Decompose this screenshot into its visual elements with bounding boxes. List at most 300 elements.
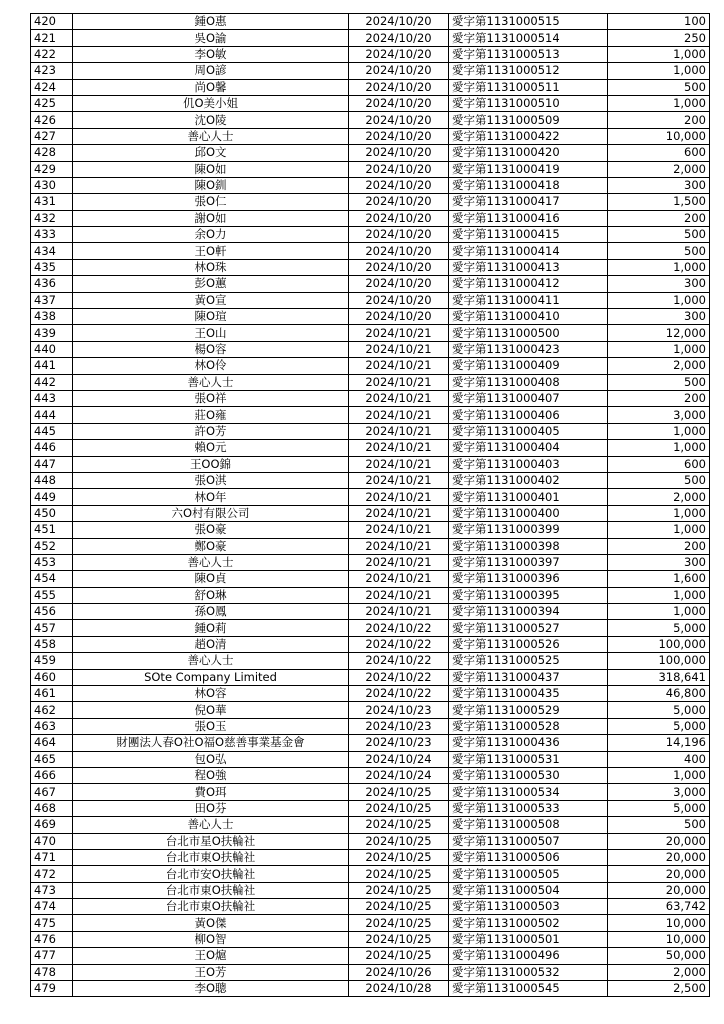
receipt-number-cell: 愛字第1131000435 (449, 686, 608, 702)
amount-cell: 600 (608, 456, 710, 472)
donor-name-cell: 吳O諭 (73, 30, 349, 46)
table-row (31, 882, 710, 898)
amount-cell: 1,000 (608, 505, 710, 521)
table-row (31, 964, 710, 980)
donation-date-cell: 2024/10/20 (349, 210, 449, 226)
donation-date-cell: 2024/10/22 (349, 620, 449, 636)
table-row (31, 309, 710, 325)
amount-cell: 1,000 (608, 604, 710, 620)
donation-date-cell: 2024/10/20 (349, 128, 449, 144)
amount-cell: 200 (608, 390, 710, 406)
receipt-number-cell: 愛字第1131000504 (449, 882, 608, 898)
receipt-number-cell: 愛字第1131000534 (449, 784, 608, 800)
receipt-number-cell: 愛字第1131000409 (449, 358, 608, 374)
donation-date-cell: 2024/10/20 (349, 79, 449, 95)
amount-cell: 500 (608, 79, 710, 95)
row-number-cell: 439 (31, 325, 73, 341)
row-number-cell: 458 (31, 636, 73, 652)
table-row (31, 931, 710, 947)
row-number-cell: 459 (31, 653, 73, 669)
amount-cell: 100 (608, 14, 710, 30)
amount-cell: 300 (608, 177, 710, 193)
amount-cell: 300 (608, 309, 710, 325)
receipt-number-cell: 愛字第1131000410 (449, 309, 608, 325)
amount-cell: 3,000 (608, 407, 710, 423)
table-row (31, 210, 710, 226)
amount-cell: 500 (608, 374, 710, 390)
donation-date-cell: 2024/10/20 (349, 177, 449, 193)
table-row (31, 751, 710, 767)
row-number-cell: 434 (31, 243, 73, 259)
amount-cell: 2,000 (608, 489, 710, 505)
row-number-cell: 420 (31, 14, 73, 30)
donation-date-cell: 2024/10/21 (349, 604, 449, 620)
donation-date-cell: 2024/10/20 (349, 227, 449, 243)
row-number-cell: 437 (31, 292, 73, 308)
receipt-number-cell: 愛字第1131000501 (449, 931, 608, 947)
donor-name-cell: 彭O蕙 (73, 276, 349, 292)
receipt-number-cell: 愛字第1131000436 (449, 735, 608, 751)
receipt-number-cell: 愛字第1131000530 (449, 767, 608, 783)
receipt-number-cell: 愛字第1131000397 (449, 554, 608, 570)
donor-name-cell: 張O仁 (73, 194, 349, 210)
receipt-number-cell: 愛字第1131000545 (449, 981, 608, 997)
donation-date-cell: 2024/10/20 (349, 145, 449, 161)
donation-date-cell: 2024/10/21 (349, 341, 449, 357)
row-number-cell: 477 (31, 948, 73, 964)
donor-name-cell: 善心人士 (73, 554, 349, 570)
table-row (31, 538, 710, 554)
row-number-cell: 435 (31, 259, 73, 275)
amount-cell: 2,500 (608, 981, 710, 997)
row-number-cell: 430 (31, 177, 73, 193)
amount-cell: 1,000 (608, 587, 710, 603)
row-number-cell: 474 (31, 899, 73, 915)
row-number-cell: 428 (31, 145, 73, 161)
donor-name-cell: 費O珥 (73, 784, 349, 800)
row-number-cell: 473 (31, 882, 73, 898)
donation-date-cell: 2024/10/25 (349, 817, 449, 833)
donor-name-cell: 善心人士 (73, 374, 349, 390)
donation-date-cell: 2024/10/20 (349, 276, 449, 292)
amount-cell: 100,000 (608, 636, 710, 652)
row-number-cell: 452 (31, 538, 73, 554)
amount-cell: 600 (608, 145, 710, 161)
row-number-cell: 442 (31, 374, 73, 390)
donation-date-cell: 2024/10/25 (349, 915, 449, 931)
amount-cell: 400 (608, 751, 710, 767)
donor-name-cell: 賴O元 (73, 440, 349, 456)
table-row (31, 161, 710, 177)
table-row (31, 243, 710, 259)
donation-date-cell: 2024/10/24 (349, 751, 449, 767)
donation-date-cell: 2024/10/22 (349, 669, 449, 685)
donor-name-cell: 王OO錦 (73, 456, 349, 472)
donor-name-cell: 黃O傑 (73, 915, 349, 931)
donor-name-cell: 陳O如 (73, 161, 349, 177)
donor-name-cell: 莊O雍 (73, 407, 349, 423)
table-row (31, 440, 710, 456)
amount-cell: 20,000 (608, 849, 710, 865)
receipt-number-cell: 愛字第1131000406 (449, 407, 608, 423)
donation-date-cell: 2024/10/20 (349, 95, 449, 111)
table-row (31, 177, 710, 193)
amount-cell: 2,000 (608, 358, 710, 374)
donor-name-cell: 王O芳 (73, 964, 349, 980)
receipt-number-cell: 愛字第1131000500 (449, 325, 608, 341)
donor-name-cell: 鍾O莉 (73, 620, 349, 636)
table-row (31, 636, 710, 652)
amount-cell: 200 (608, 538, 710, 554)
donation-date-cell: 2024/10/22 (349, 636, 449, 652)
table-row (31, 128, 710, 144)
row-number-cell: 445 (31, 423, 73, 439)
row-number-cell: 423 (31, 63, 73, 79)
receipt-number-cell: 愛字第1131000527 (449, 620, 608, 636)
receipt-number-cell: 愛字第1131000414 (449, 243, 608, 259)
donation-date-cell: 2024/10/21 (349, 489, 449, 505)
donor-name-cell: 程O強 (73, 767, 349, 783)
donation-date-cell: 2024/10/20 (349, 292, 449, 308)
donation-date-cell: 2024/10/25 (349, 882, 449, 898)
donation-date-cell: 2024/10/20 (349, 112, 449, 128)
receipt-number-cell: 愛字第1131000400 (449, 505, 608, 521)
receipt-number-cell: 愛字第1131000420 (449, 145, 608, 161)
table-row (31, 358, 710, 374)
amount-cell: 46,800 (608, 686, 710, 702)
row-number-cell: 422 (31, 46, 73, 62)
row-number-cell: 450 (31, 505, 73, 521)
row-number-cell: 438 (31, 309, 73, 325)
receipt-number-cell: 愛字第1131000411 (449, 292, 608, 308)
donor-name-cell: 余O力 (73, 227, 349, 243)
donation-date-cell: 2024/10/21 (349, 423, 449, 439)
donor-name-cell: 王O山 (73, 325, 349, 341)
table-row (31, 866, 710, 882)
donor-name-cell: 善心人士 (73, 128, 349, 144)
receipt-number-cell: 愛字第1131000511 (449, 79, 608, 95)
receipt-number-cell: 愛字第1131000525 (449, 653, 608, 669)
row-number-cell: 433 (31, 227, 73, 243)
table-row (31, 423, 710, 439)
donation-date-cell: 2024/10/21 (349, 407, 449, 423)
table-row (31, 472, 710, 488)
amount-cell: 2,000 (608, 964, 710, 980)
table-row (31, 767, 710, 783)
amount-cell: 1,000 (608, 341, 710, 357)
amount-cell: 5,000 (608, 800, 710, 816)
receipt-number-cell: 愛字第1131000423 (449, 341, 608, 357)
row-number-cell: 451 (31, 522, 73, 538)
table-row (31, 620, 710, 636)
donation-date-cell: 2024/10/20 (349, 30, 449, 46)
donor-name-cell: 黃O宣 (73, 292, 349, 308)
donor-name-cell: 王O軒 (73, 243, 349, 259)
table-row (31, 554, 710, 570)
donation-date-cell: 2024/10/20 (349, 14, 449, 30)
row-number-cell: 421 (31, 30, 73, 46)
donation-date-cell: 2024/10/25 (349, 849, 449, 865)
donor-name-cell: 李O聰 (73, 981, 349, 997)
receipt-number-cell: 愛字第1131000415 (449, 227, 608, 243)
amount-cell: 3,000 (608, 784, 710, 800)
table-row (31, 604, 710, 620)
donation-date-cell: 2024/10/20 (349, 161, 449, 177)
donor-name-cell: 田O芬 (73, 800, 349, 816)
row-number-cell: 463 (31, 718, 73, 734)
row-number-cell: 454 (31, 571, 73, 587)
donor-name-cell: 張O淇 (73, 472, 349, 488)
receipt-number-cell: 愛字第1131000533 (449, 800, 608, 816)
donor-name-cell: 善心人士 (73, 817, 349, 833)
receipt-number-cell: 愛字第1131000502 (449, 915, 608, 931)
donation-date-cell: 2024/10/26 (349, 964, 449, 980)
amount-cell: 10,000 (608, 931, 710, 947)
donation-date-cell: 2024/10/25 (349, 931, 449, 947)
donation-date-cell: 2024/10/23 (349, 735, 449, 751)
donation-date-cell: 2024/10/21 (349, 522, 449, 538)
table-row (31, 325, 710, 341)
row-number-cell: 447 (31, 456, 73, 472)
donation-date-cell: 2024/10/22 (349, 686, 449, 702)
donor-name-cell: 財團法人春O社O福O慈善事業基金會 (73, 735, 349, 751)
amount-cell: 5,000 (608, 702, 710, 718)
donation-table-body (31, 14, 710, 997)
donation-date-cell: 2024/10/21 (349, 358, 449, 374)
table-row (31, 522, 710, 538)
table-row (31, 407, 710, 423)
donor-name-cell: 台北市星O扶輪社 (73, 833, 349, 849)
row-number-cell: 427 (31, 128, 73, 144)
receipt-number-cell: 愛字第1131000422 (449, 128, 608, 144)
donation-date-cell: 2024/10/20 (349, 309, 449, 325)
row-number-cell: 472 (31, 866, 73, 882)
row-number-cell: 465 (31, 751, 73, 767)
table-row (31, 849, 710, 865)
donor-name-cell: 周O諺 (73, 63, 349, 79)
receipt-number-cell: 愛字第1131000514 (449, 30, 608, 46)
row-number-cell: 453 (31, 554, 73, 570)
receipt-number-cell: 愛字第1131000515 (449, 14, 608, 30)
donation-date-cell: 2024/10/21 (349, 390, 449, 406)
donation-date-cell: 2024/10/25 (349, 866, 449, 882)
row-number-cell: 479 (31, 981, 73, 997)
donation-date-cell: 2024/10/25 (349, 784, 449, 800)
receipt-number-cell: 愛字第1131000394 (449, 604, 608, 620)
amount-cell: 1,500 (608, 194, 710, 210)
donation-date-cell: 2024/10/21 (349, 587, 449, 603)
table-row (31, 915, 710, 931)
row-number-cell: 467 (31, 784, 73, 800)
donor-name-cell: 沈O陵 (73, 112, 349, 128)
amount-cell: 10,000 (608, 915, 710, 931)
donation-date-cell: 2024/10/21 (349, 440, 449, 456)
donor-name-cell: 仉O美小姐 (73, 95, 349, 111)
table-row (31, 735, 710, 751)
amount-cell: 500 (608, 243, 710, 259)
receipt-number-cell: 愛字第1131000507 (449, 833, 608, 849)
receipt-number-cell: 愛字第1131000526 (449, 636, 608, 652)
donation-date-cell: 2024/10/20 (349, 46, 449, 62)
table-row (31, 374, 710, 390)
table-row (31, 587, 710, 603)
table-row (31, 227, 710, 243)
table-row (31, 702, 710, 718)
row-number-cell: 440 (31, 341, 73, 357)
table-row (31, 948, 710, 964)
row-number-cell: 462 (31, 702, 73, 718)
table-row (31, 194, 710, 210)
donor-name-cell: 六O村有限公司 (73, 505, 349, 521)
table-row (31, 800, 710, 816)
donation-date-cell: 2024/10/21 (349, 538, 449, 554)
row-number-cell: 460 (31, 669, 73, 685)
row-number-cell: 476 (31, 931, 73, 947)
receipt-number-cell: 愛字第1131000531 (449, 751, 608, 767)
table-row (31, 95, 710, 111)
amount-cell: 20,000 (608, 866, 710, 882)
donor-name-cell: 王O熩 (73, 948, 349, 964)
table-row (31, 489, 710, 505)
table-row (31, 718, 710, 734)
receipt-number-cell: 愛字第1131000407 (449, 390, 608, 406)
amount-cell: 1,000 (608, 522, 710, 538)
table-row (31, 46, 710, 62)
receipt-number-cell: 愛字第1131000512 (449, 63, 608, 79)
receipt-number-cell: 愛字第1131000408 (449, 374, 608, 390)
amount-cell: 1,000 (608, 63, 710, 79)
row-number-cell: 429 (31, 161, 73, 177)
row-number-cell: 469 (31, 817, 73, 833)
donation-date-cell: 2024/10/21 (349, 554, 449, 570)
row-number-cell: 475 (31, 915, 73, 931)
amount-cell: 14,196 (608, 735, 710, 751)
row-number-cell: 425 (31, 95, 73, 111)
table-row (31, 686, 710, 702)
amount-cell: 250 (608, 30, 710, 46)
amount-cell: 500 (608, 817, 710, 833)
amount-cell: 1,000 (608, 46, 710, 62)
donor-name-cell: 張O玉 (73, 718, 349, 734)
receipt-number-cell: 愛字第1131000403 (449, 456, 608, 472)
donor-name-cell: SOte Company Limited (73, 669, 349, 685)
amount-cell: 20,000 (608, 882, 710, 898)
donor-name-cell: 台北市東O扶輪社 (73, 849, 349, 865)
receipt-number-cell: 愛字第1131000513 (449, 46, 608, 62)
table-row (31, 30, 710, 46)
donor-name-cell: 鄭O豪 (73, 538, 349, 554)
amount-cell: 500 (608, 227, 710, 243)
amount-cell: 318,641 (608, 669, 710, 685)
row-number-cell: 466 (31, 767, 73, 783)
amount-cell: 2,000 (608, 161, 710, 177)
receipt-number-cell: 愛字第1131000402 (449, 472, 608, 488)
donor-name-cell: 林O容 (73, 686, 349, 702)
donor-name-cell: 邱O文 (73, 145, 349, 161)
table-row (31, 341, 710, 357)
receipt-number-cell: 愛字第1131000417 (449, 194, 608, 210)
table-row (31, 79, 710, 95)
amount-cell: 1,000 (608, 767, 710, 783)
table-row (31, 456, 710, 472)
receipt-number-cell: 愛字第1131000437 (449, 669, 608, 685)
amount-cell: 500 (608, 472, 710, 488)
amount-cell: 5,000 (608, 620, 710, 636)
table-row (31, 571, 710, 587)
row-number-cell: 471 (31, 849, 73, 865)
row-number-cell: 449 (31, 489, 73, 505)
amount-cell: 1,600 (608, 571, 710, 587)
row-number-cell: 470 (31, 833, 73, 849)
receipt-number-cell: 愛字第1131000395 (449, 587, 608, 603)
receipt-number-cell: 愛字第1131000419 (449, 161, 608, 177)
donor-name-cell: 楊O容 (73, 341, 349, 357)
row-number-cell: 468 (31, 800, 73, 816)
table-row (31, 276, 710, 292)
receipt-number-cell: 愛字第1131000529 (449, 702, 608, 718)
row-number-cell: 446 (31, 440, 73, 456)
row-number-cell: 448 (31, 472, 73, 488)
donation-date-cell: 2024/10/21 (349, 325, 449, 341)
receipt-number-cell: 愛字第1131000528 (449, 718, 608, 734)
donation-date-cell: 2024/10/20 (349, 63, 449, 79)
row-number-cell: 424 (31, 79, 73, 95)
donor-name-cell: 舒O琳 (73, 587, 349, 603)
receipt-number-cell: 愛字第1131000398 (449, 538, 608, 554)
donor-name-cell: 張O豪 (73, 522, 349, 538)
receipt-number-cell: 愛字第1131000412 (449, 276, 608, 292)
donor-name-cell: 許O芳 (73, 423, 349, 439)
table-row (31, 63, 710, 79)
amount-cell: 5,000 (608, 718, 710, 734)
donation-date-cell: 2024/10/25 (349, 899, 449, 915)
donor-name-cell: 尚O馨 (73, 79, 349, 95)
donation-date-cell: 2024/10/21 (349, 505, 449, 521)
donation-date-cell: 2024/10/20 (349, 194, 449, 210)
donor-name-cell: 孫O鳳 (73, 604, 349, 620)
amount-cell: 20,000 (608, 833, 710, 849)
receipt-number-cell: 愛字第1131000401 (449, 489, 608, 505)
table-row (31, 653, 710, 669)
donation-date-cell: 2024/10/21 (349, 456, 449, 472)
donor-name-cell: 陳O瑄 (73, 309, 349, 325)
donation-date-cell: 2024/10/24 (349, 767, 449, 783)
donor-name-cell: 林O年 (73, 489, 349, 505)
donor-name-cell: 趙O清 (73, 636, 349, 652)
amount-cell: 1,000 (608, 423, 710, 439)
receipt-number-cell: 愛字第1131000532 (449, 964, 608, 980)
receipt-number-cell: 愛字第1131000399 (449, 522, 608, 538)
donor-name-cell: 陳O貞 (73, 571, 349, 587)
donation-date-cell: 2024/10/25 (349, 948, 449, 964)
donor-name-cell: 陳O釧 (73, 177, 349, 193)
amount-cell: 300 (608, 276, 710, 292)
receipt-number-cell: 愛字第1131000404 (449, 440, 608, 456)
row-number-cell: 461 (31, 686, 73, 702)
donation-date-cell: 2024/10/21 (349, 571, 449, 587)
receipt-number-cell: 愛字第1131000413 (449, 259, 608, 275)
donation-date-cell: 2024/10/25 (349, 800, 449, 816)
row-number-cell: 443 (31, 390, 73, 406)
row-number-cell: 456 (31, 604, 73, 620)
donor-name-cell: 鍾O惠 (73, 14, 349, 30)
amount-cell: 1,000 (608, 259, 710, 275)
donation-date-cell: 2024/10/22 (349, 653, 449, 669)
donor-name-cell: 包O弘 (73, 751, 349, 767)
row-number-cell: 455 (31, 587, 73, 603)
table-row (31, 669, 710, 685)
receipt-number-cell: 愛字第1131000405 (449, 423, 608, 439)
